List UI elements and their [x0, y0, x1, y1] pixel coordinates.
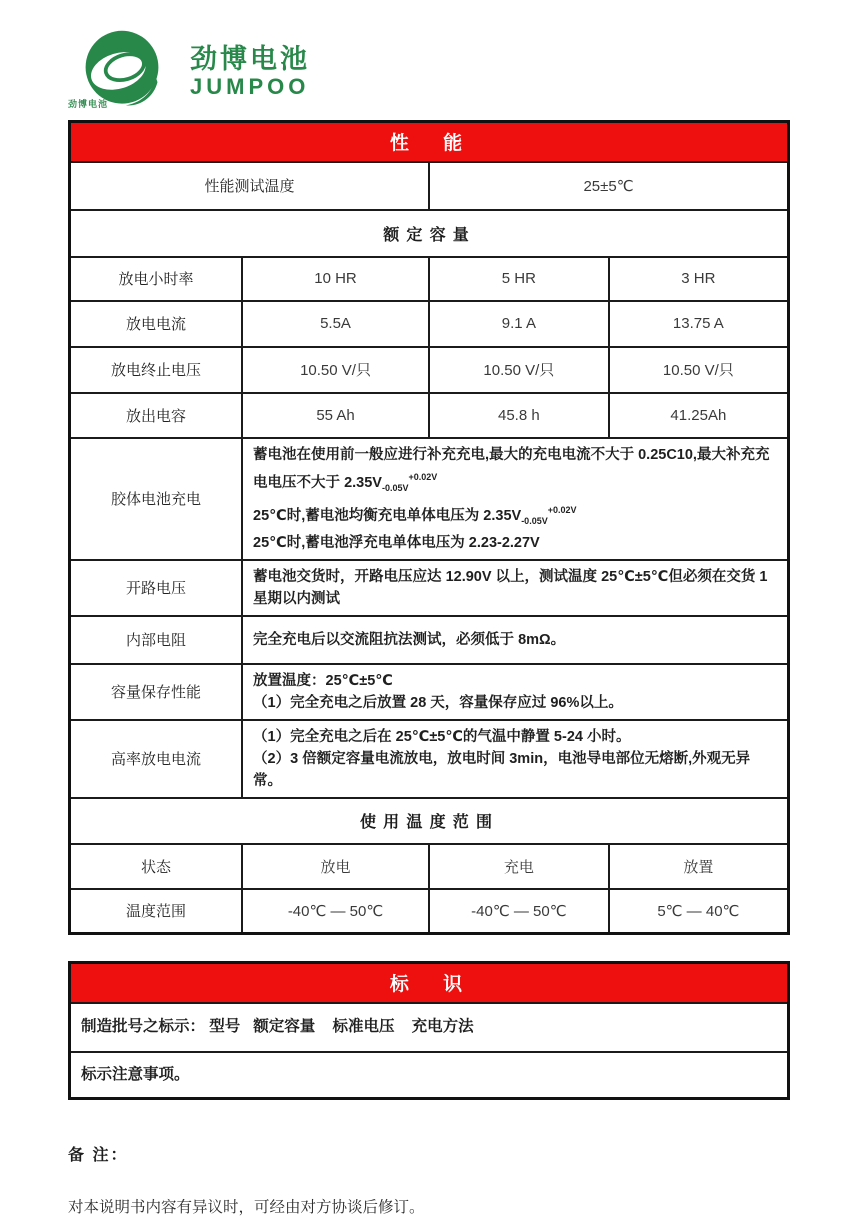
state-charge: 充电	[429, 844, 609, 889]
discharge-rate-3hr: 3 HR	[609, 257, 789, 301]
capacity-retention-label: 容量保存性能	[70, 664, 243, 720]
capacity-retention-line1: 放置温度：25℃±5℃	[253, 672, 393, 689]
high-rate-discharge-row	[70, 720, 789, 798]
table-row	[70, 301, 789, 347]
high-rate-line2: （2）3 倍额定容量电流放电，放电时间 3min，电池导电部位无熔断,外观无异常。	[253, 750, 751, 789]
tolerance-superscript: +0.02V	[547, 504, 577, 515]
high-rate-discharge-label: 高率放电电流	[70, 720, 243, 798]
brand-logo	[68, 28, 310, 112]
open-circuit-content: 蓄电池交货时，开路电压应达 12.90V 以上，测试温度 25℃±5℃但必须在交货 1 星期以内测试	[242, 560, 788, 616]
marking-caution-text: 标示注意事项。	[70, 1052, 789, 1099]
logo-caption: 劲博电池	[68, 99, 109, 109]
notes-body: 对本说明书内容有异议时，可经由对方协谈后修订。	[68, 1199, 425, 1216]
cutoff-voltage-label: 放电终止电压	[70, 347, 243, 393]
temp-range-discharge: -40℃ — 50℃	[242, 889, 429, 934]
gel-charge-label: 胶体电池充电	[70, 438, 243, 560]
document-page	[68, 0, 790, 1217]
cutoff-voltage-3hr: 10.50 V/只	[609, 347, 789, 393]
discharge-rate-10hr: 10 HR	[242, 257, 429, 301]
discharge-current-label: 放电电流	[70, 301, 243, 347]
marking-caution-row	[70, 1052, 789, 1099]
marking-table	[68, 961, 790, 1100]
table-row	[70, 393, 789, 438]
marking-batch-text: 制造批号之标示： 型号 额定容量 标准电压 充电方法	[70, 1003, 789, 1052]
gel-charge-content	[242, 438, 788, 560]
state-discharge: 放电	[242, 844, 429, 889]
gel-charge-line3: 25℃时,蓄电池浮充电单体电压为 2.23-2.27V	[253, 534, 540, 551]
high-rate-discharge-content	[242, 720, 788, 798]
tolerance-superscript: +0.02V	[408, 471, 438, 482]
performance-title-row	[70, 122, 789, 162]
internal-resistance-row	[70, 616, 789, 664]
temp-range-charge: -40℃ — 50℃	[429, 889, 609, 934]
tolerance-subscript: -0.05V	[381, 482, 409, 493]
test-temp-value: 25±5℃	[429, 162, 789, 210]
discharge-current-5hr: 9.1 A	[429, 301, 609, 347]
table-row	[70, 347, 789, 393]
discharged-capacity-10hr: 55 Ah	[242, 393, 429, 438]
notes-title: 备 注：	[68, 1147, 129, 1164]
discharged-capacity-label: 放出电容	[70, 393, 243, 438]
discharge-current-3hr: 13.75 A	[609, 301, 789, 347]
open-circuit-label: 开路电压	[70, 560, 243, 616]
capacity-retention-line2: （1）完全充电之后放置 28 天，容量保存应过 96%以上。	[253, 694, 623, 711]
gel-charge-row	[70, 438, 789, 560]
table-row	[70, 257, 789, 301]
discharge-current-10hr: 5.5A	[242, 301, 429, 347]
marking-batch-row	[70, 1003, 789, 1052]
high-rate-line1: （1）完全充电之后在 25℃±5℃的气温中静置 5-24 小时。	[253, 728, 631, 745]
capacity-retention-content	[242, 664, 788, 720]
tolerance-subscript: -0.05V	[521, 515, 548, 526]
state-row	[70, 844, 789, 889]
gel-charge-line2: 25℃时,蓄电池均衡充电单体电压为 $2.35V_{-0.05V}^{+0.02V}$	[253, 504, 577, 526]
test-temp-row	[70, 162, 789, 210]
brand-text	[190, 28, 310, 100]
gel-charge-line1: 蓄电池在使用前一般应进行补充充电,最大的充电电流不大于 0.25C10,最大补充充电电压不大于 $2.35V_{-0.05V}^{+0.02V}$	[253, 446, 770, 493]
performance-table	[68, 120, 790, 935]
capacity-retention-row	[70, 664, 789, 720]
open-circuit-row	[70, 560, 789, 616]
marking-title-row	[70, 963, 789, 1003]
temp-range-row	[70, 889, 789, 934]
performance-band-title: 性能	[70, 122, 789, 162]
discharge-rate-label: 放电小时率	[70, 257, 243, 301]
brand-name-chinese: 劲博电池	[190, 44, 310, 74]
jumpoo-swoosh-icon	[68, 28, 170, 112]
rated-capacity-title: 额定容量	[70, 210, 789, 257]
internal-resistance-label: 内部电阻	[70, 616, 243, 664]
state-storage: 放置	[609, 844, 789, 889]
discharge-rate-5hr: 5 HR	[429, 257, 609, 301]
marking-band-title: 标识	[70, 963, 789, 1003]
internal-resistance-content: 完全充电后以交流阻抗法测试，必须低于 8mΩ。	[242, 616, 788, 664]
rated-capacity-header-row	[70, 210, 789, 257]
temp-range-storage: 5℃ — 40℃	[609, 889, 789, 934]
cutoff-voltage-5hr: 10.50 V/只	[429, 347, 609, 393]
discharged-capacity-3hr: 41.25Ah	[609, 393, 789, 438]
usage-temp-title: 使用温度范围	[70, 798, 789, 844]
brand-name-english: JUMPOO	[190, 74, 310, 99]
usage-temp-header-row	[70, 798, 789, 844]
cutoff-voltage-10hr: 10.50 V/只	[242, 347, 429, 393]
state-label: 状态	[70, 844, 243, 889]
test-temp-label: 性能测试温度	[70, 162, 429, 210]
discharged-capacity-5hr: 45.8 h	[429, 393, 609, 438]
temp-range-label: 温度范围	[70, 889, 243, 934]
